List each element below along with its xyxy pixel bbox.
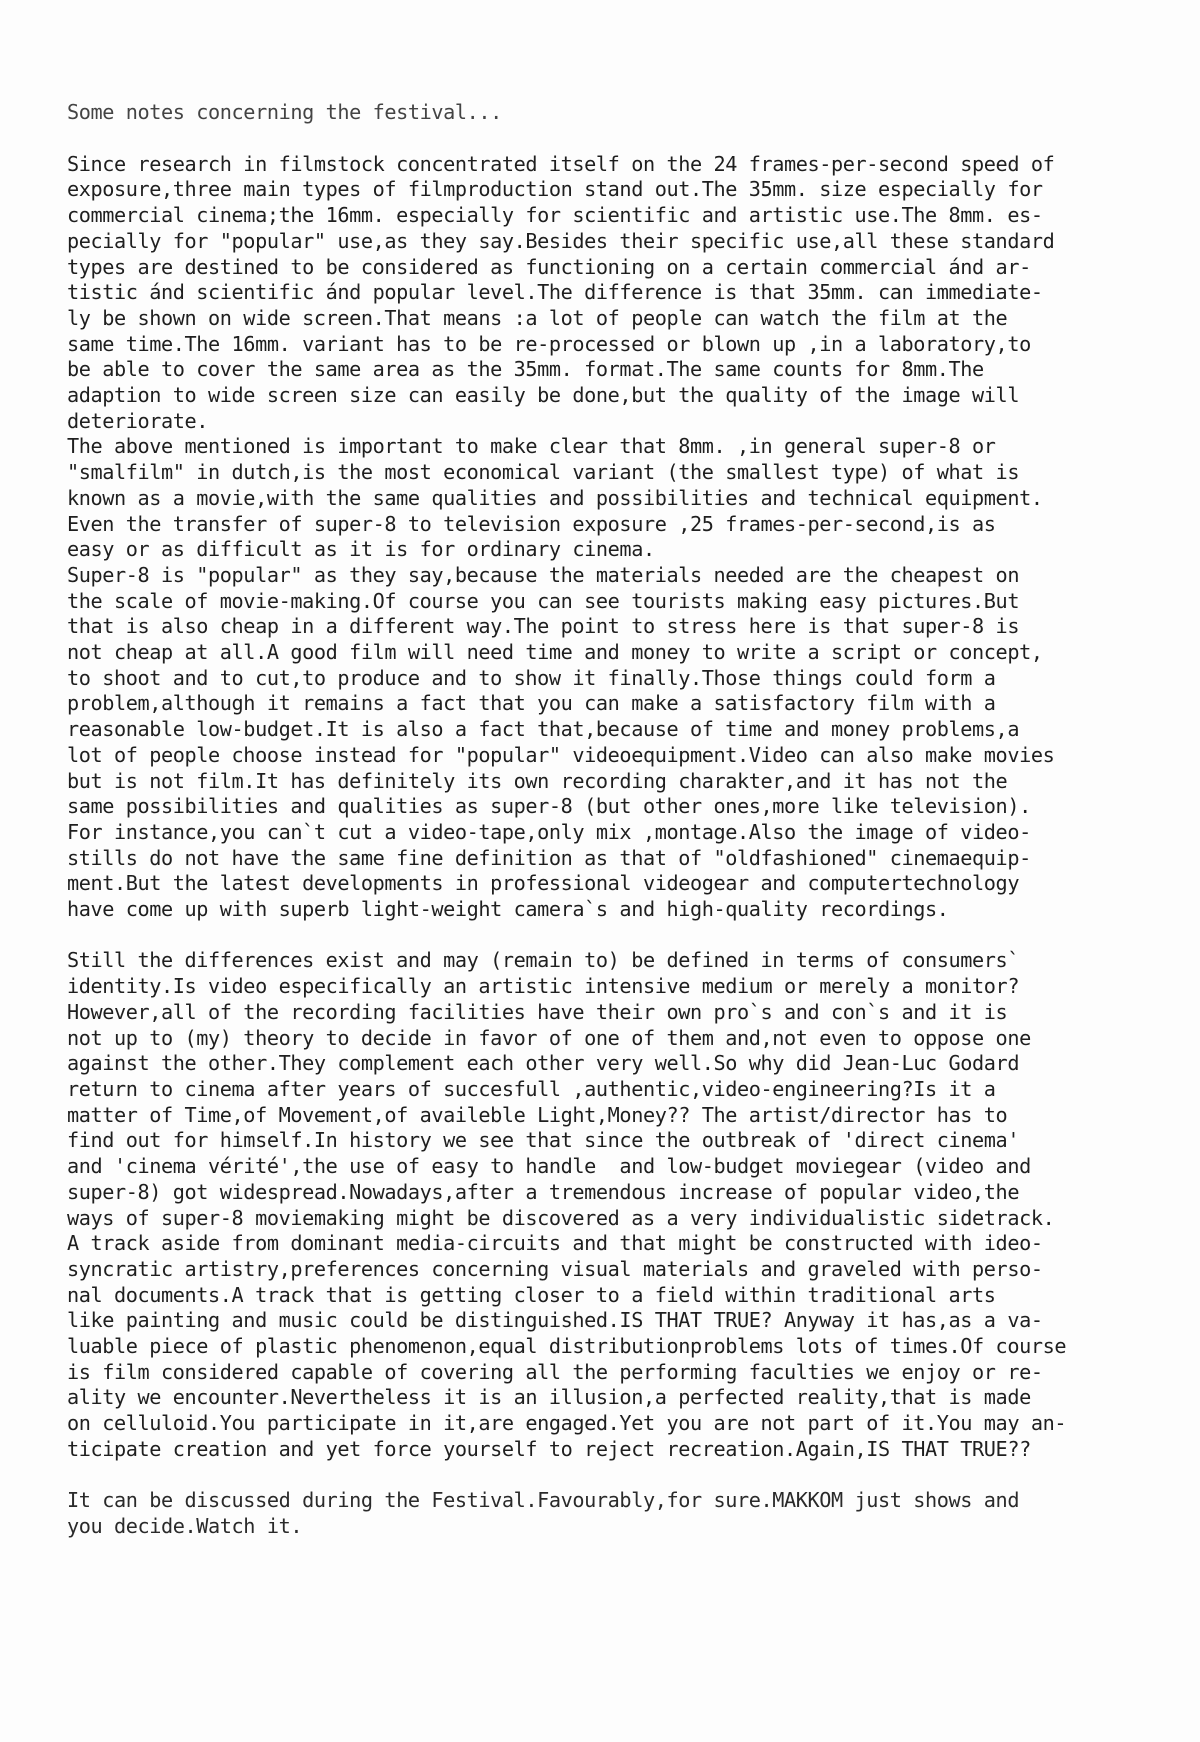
paragraph-spacer [67, 923, 1157, 949]
document-heading: Some notes concerning the festival... [67, 100, 502, 124]
paragraph-super8-popular: Super-8 is "popular" as they say,because the materials needed are the cheapest on the scale of movie-making.Of course you can see tourists making easy pictures.But that is also cheap in a different way.The point to stress here is that super-8 is not cheap at all.A good film will need time and money to write a script or concept, to shoot and to cut,to produce and to show it finally.Those things could form a problem,although it remains a fact that you can make a satisfactory film with a reasonable low-budget.It is also a fact that,because of time and money problems,a lot of people choose instead for "popular" videoequipment.Video can also make movies but is not film.It has definitely its own recording charakter,and it has not the same possibilities and qualities as super-8 (but other ones,more like television). For instance,you can`t cut a video-tape,only mix ,montage.Also the image of video- stills do not have the same fine definition as that of "oldfashioned" cinemaequip- ment.But the latest developments in professional videogear and computertechnology have come up with superb light-weight camera`s and high-quality recordings. [67, 562, 1055, 922]
typescript-text [67, 100, 1157, 1540]
paragraph-spacer [67, 1463, 1157, 1489]
paragraph-film-formats: Since research in filmstock concentrated itself on the 24 frames-per-second speed of exposure,three main types of filmproduction stand out.The 35mm. size especially for commercial cinema;the 16mm. especially for scientific and artistic use.The 8mm. es- pecially for "popular" use,as they say.Besides their specific use,all these standard types are destined to be considered as functioning on a certain commercial ánd ar- tistic ánd scientific ánd popular level.The difference is that 35mm. can immediate- ly be shown on wide screen.That means :a lot of people can watch the film at the same time.The 16mm. variant has to be re-processed or blown up ,in a laboratory,to be able to cover the same area as the 35mm. format.The same counts for 8mm.The adaption to wide screen size can easily be done,but the quality of the image will deteriorate. [67, 151, 1055, 433]
paragraph-super8-economical: The above mentioned is important to make clear that 8mm. ,in general super-8 or "smalfilm" in dutch,is the most economical variant (the smallest type) of what is known as a movie,with the same qualities and possibilities and technical equipment. Even the transfer of super-8 to television exposure ,25 frames-per-second,is as easy or as difficult as it is for ordinary cinema. [67, 434, 1043, 562]
paragraph-differences: Still the differences exist and may (remain to) be defined in terms of consumers` identity.Is video especifically an artistic intensive medium or merely a monitor? However,all of the recording facilities have their own pro`s and con`s and it is not up to (my) theory to decide in favor of one of them and,not even to oppose one against the other.They complement each other very well.So why did Jean-Luc Godard return to cinema after years of succesfull ,authentic,video-engineering?Is it a matter of Time,of Movement,of availeble Light,Money?? The artist/director has to find out for himself.In history we see that since the outbreak of 'direct cinema' and 'cinema vérité',the use of easy to handle and low-budget moviegear (video and super-8) got widespread.Nowadays,after a tremendous increase of popular video,the ways of super-8 moviemaking might be discovered as a very individualistic sidetrack. A track aside from dominant media-circuits and that might be constructed with ideo- syncratic artistry,preferences concerning visual materials and graveled with perso- nal documents.A track that is getting closer to a field within traditional arts like painting and music could be distinguished.IS THAT TRUE? Anyway it has,as a va- luable piece of plastic phenomenon,equal distributionproblems lots of times.Of course is film considered capable of covering all the performing faculties we enjoy or re- ality we encounter.Nevertheless it is an illusion,a perfected reality,that is made on celluloid.You participate in it,are engaged.Yet you are not part of it.You may an- ticipate creation and yet force yourself to reject recreation.Again,IS THAT TRUE?? [67, 948, 1067, 1461]
paragraph-closing: It can be discussed during the Festival.Favourably,for sure.MAKKOM just shows and you decide.Watch it. [67, 1488, 1020, 1538]
